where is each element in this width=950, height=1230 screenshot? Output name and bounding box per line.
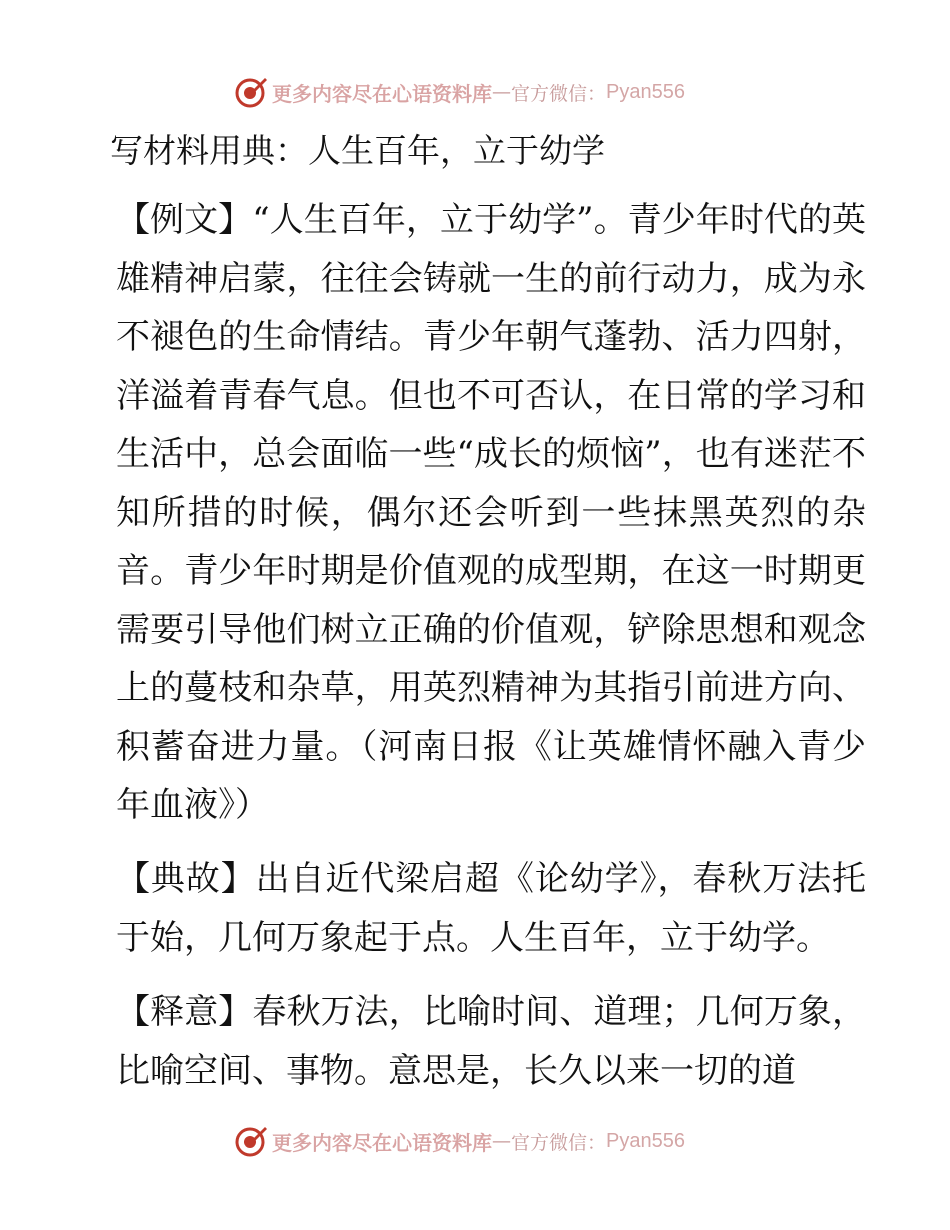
banner-wechat-label: 官方微信： <box>511 82 607 105</box>
banner-wechat-id: Pyan556 <box>606 1129 685 1152</box>
example-paragraph <box>100 191 866 835</box>
meaning-text: 春秋万法，比喻时间、道理；几何万象，比喻空间、事物。意思是，长久以来一切的道 <box>116 992 867 1091</box>
example-text: “人生百年，立于幼学”。青少年时代的英雄精神启蒙，往往会铸就一生的前行动力，成为永不褪色的生命情结。青少年朝气蓬勃、活力四射，洋溢着青春气息。但也不可否认，在日常的学习和生活中，总会面临一些“成长的烦恼”，也有迷茫不知所措的时候，偶尔还会听到一些抹黑英烈的杂音。青少年时期是价值观的成型期，在这一时期更需要引导他们树立正确的价值观，铲除思想和观念上的蔓枝和杂草，用英烈精神为其指引前进方向、积蓄奋进力量。（河南日报《让英雄情怀融入青少年血液》） <box>116 200 867 825</box>
origin-paragraph <box>100 850 866 967</box>
banner-separator: — <box>492 81 511 103</box>
header-banner <box>0 72 950 112</box>
meaning-paragraph <box>100 983 866 1100</box>
origin-tag: 【典故】 <box>116 859 256 899</box>
origin-text: 出自近代梁启超《论幼学》，春秋万法托于始，几何万象起于点。人生百年，立于幼学。 <box>116 859 867 958</box>
document-title: 写材料用典：人生百年，立于幼学 <box>110 131 605 170</box>
pen-logo-icon <box>234 1124 268 1158</box>
banner-wechat-id: Pyan556 <box>606 80 685 103</box>
banner-main-text: 更多内容尽在心语资料库 <box>272 1130 492 1155</box>
example-tag: 【例文】 <box>116 200 253 240</box>
banner-separator: — <box>492 1130 511 1152</box>
footer-banner <box>0 1121 950 1161</box>
meaning-tag: 【释意】 <box>116 992 253 1032</box>
pen-logo-icon <box>234 75 268 109</box>
banner-wechat-label: 官方微信： <box>511 1131 607 1154</box>
banner-main-text: 更多内容尽在心语资料库 <box>272 81 492 106</box>
